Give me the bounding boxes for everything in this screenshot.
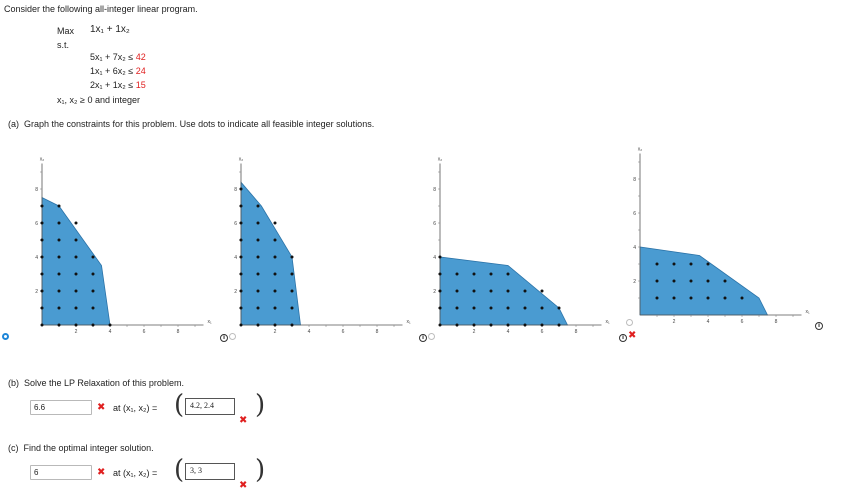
integer-point (240, 273, 243, 276)
integer-point (240, 188, 243, 191)
constraint-3-lhs: 2x₁ + 1x₂ ≤ (90, 80, 134, 90)
y-tick-label: 2 (433, 289, 436, 295)
integer-point (75, 324, 78, 327)
constraint-3 (90, 80, 146, 90)
integer-point (274, 273, 277, 276)
integer-point (439, 307, 442, 310)
close-paren: ) (255, 455, 266, 485)
y-tick-label: 8 (35, 187, 38, 193)
x-axis-label: x₁ (406, 319, 411, 325)
part-c-label: (c) (8, 443, 19, 453)
integer-point (58, 256, 61, 259)
close-paren: ) (255, 390, 266, 420)
intro-text: Consider the following all-integer linear program. (4, 4, 198, 14)
integer-point (41, 324, 44, 327)
integer-point (257, 290, 260, 293)
x-tick-label: 2 (273, 329, 277, 335)
objective: 1x₁ + 1x₂ (90, 24, 130, 35)
integer-point (240, 239, 243, 242)
x-axis-label: x₁ (605, 319, 610, 325)
x-tick-label: 6 (740, 319, 744, 325)
integer-point (240, 307, 243, 310)
integer-point (92, 290, 95, 293)
y-tick-label: 4 (35, 255, 38, 261)
integer-point (473, 273, 476, 276)
constraint-2-lhs: 1x₁ + 6x₂ ≤ (90, 66, 134, 76)
integer-point (75, 290, 78, 293)
x-tick-label: 6 (341, 329, 345, 335)
integer-point (690, 263, 693, 266)
max-label: Max (57, 26, 75, 36)
y-tick-label: 8 (433, 187, 436, 193)
integer-point (92, 307, 95, 310)
x-tick-label: 6 (540, 329, 544, 335)
integer-point (724, 297, 727, 300)
feasible-region (42, 198, 110, 326)
integer-point (524, 307, 527, 310)
part-a-text: Graph the constraints for this problem. Use dots to indicate all feasible integer solutions. (24, 119, 375, 129)
integer-point (92, 273, 95, 276)
integer-point (274, 256, 277, 259)
x-tick-label: 8 (574, 329, 578, 335)
integer-point (473, 290, 476, 293)
info-icon[interactable]: i (419, 334, 427, 342)
y-tick-label: 6 (35, 221, 38, 227)
integer-point (257, 256, 260, 259)
y-tick-label: 8 (234, 187, 237, 193)
integer-point (41, 290, 44, 293)
integer-point (92, 256, 95, 259)
part-a-question (8, 119, 374, 129)
integer-point (58, 307, 61, 310)
optimal-integer-point-input[interactable]: 3, 3 (185, 463, 235, 480)
nonnegativity: x₁, x₂ ≥ 0 and integer (57, 95, 141, 105)
y-tick-label: 6 (633, 211, 636, 217)
integer-point (656, 280, 659, 283)
integer-point (673, 280, 676, 283)
integer-point (656, 263, 659, 266)
open-paren: ( (174, 390, 185, 420)
integer-point (41, 256, 44, 259)
x-tick-label: 4 (706, 319, 710, 325)
part-c-text: Find the optimal integer solution. (23, 443, 154, 453)
integer-point (75, 222, 78, 225)
info-icon[interactable]: i (815, 322, 823, 330)
integer-point (456, 324, 459, 327)
integer-point (58, 239, 61, 242)
integer-point (257, 324, 260, 327)
integer-point (439, 273, 442, 276)
integer-point (707, 263, 710, 266)
constraint-2 (90, 66, 146, 76)
integer-point (75, 307, 78, 310)
integer-point (524, 324, 527, 327)
feasible-region (440, 257, 568, 325)
integer-point (75, 256, 78, 259)
constraint-3-rhs: 15 (135, 80, 146, 90)
integer-point (240, 256, 243, 259)
part-b-question (8, 378, 184, 388)
y-tick-label: 2 (234, 289, 237, 295)
feasible-region (640, 247, 768, 315)
integer-point (507, 273, 510, 276)
integer-point (690, 297, 693, 300)
integer-point (673, 263, 676, 266)
integer-point (240, 290, 243, 293)
integer-point (257, 307, 260, 310)
integer-point (490, 307, 493, 310)
incorrect-icon: ✖ (97, 402, 106, 413)
st-label: s.t. (57, 40, 70, 50)
graph-option-2-radio[interactable] (229, 333, 236, 340)
integer-point (524, 290, 527, 293)
integer-point (257, 205, 260, 208)
integer-point (741, 297, 744, 300)
integer-point (75, 239, 78, 242)
integer-point (41, 205, 44, 208)
y-tick-label: 2 (35, 289, 38, 295)
graph-option-3[interactable] (426, 150, 616, 340)
x-tick-label: 4 (307, 329, 311, 335)
incorrect-icon: ✖ (628, 330, 637, 341)
y-axis-label: x₂ (637, 146, 643, 153)
y-axis-label: x₂ (437, 156, 443, 163)
integer-point (690, 280, 693, 283)
integer-point (707, 297, 710, 300)
integer-point (456, 273, 459, 276)
integer-point (507, 290, 510, 293)
integer-point (291, 324, 294, 327)
y-axis-label: x₂ (238, 156, 244, 163)
part-b-label: (b) (8, 378, 19, 388)
feasible-region (241, 182, 301, 325)
x-axis-label: x₁ (207, 319, 212, 325)
y-tick-label: 2 (633, 279, 636, 285)
integer-point (75, 273, 78, 276)
x-tick-label: 2 (472, 329, 476, 335)
integer-point (673, 297, 676, 300)
integer-point (291, 273, 294, 276)
part-b-text: Solve the LP Relaxation of this problem. (24, 378, 184, 388)
integer-point (257, 273, 260, 276)
x-tick-label: 2 (74, 329, 78, 335)
integer-point (541, 307, 544, 310)
integer-point (291, 307, 294, 310)
open-paren: ( (174, 455, 185, 485)
integer-point (456, 307, 459, 310)
info-icon[interactable]: i (619, 334, 627, 342)
incorrect-icon: ✖ (239, 480, 248, 491)
integer-point (439, 256, 442, 259)
integer-point (58, 324, 61, 327)
integer-point (541, 324, 544, 327)
integer-point (274, 324, 277, 327)
integer-point (490, 290, 493, 293)
graph-option-3-radio[interactable] (428, 333, 435, 340)
y-tick-label: 6 (433, 221, 436, 227)
graph-option-1-radio[interactable] (2, 333, 9, 340)
integer-point (41, 307, 44, 310)
integer-point (58, 290, 61, 293)
integer-point (507, 307, 510, 310)
integer-point (541, 290, 544, 293)
optimal-integer-value-input[interactable]: 6 (30, 465, 92, 480)
integer-point (274, 239, 277, 242)
integer-point (439, 324, 442, 327)
integer-point (456, 290, 459, 293)
x-axis-label: x₁ (805, 309, 810, 315)
integer-point (507, 324, 510, 327)
integer-point (707, 280, 710, 283)
y-tick-label: 6 (234, 221, 237, 227)
constraint-2-rhs: 24 (135, 66, 146, 76)
lp-relaxation-value-input[interactable]: 6.6 (30, 400, 92, 415)
integer-point (473, 307, 476, 310)
integer-point (656, 297, 659, 300)
graph-option-2[interactable] (227, 150, 417, 340)
y-tick-label: 4 (234, 255, 237, 261)
x-tick-label: 8 (774, 319, 778, 325)
integer-point (58, 222, 61, 225)
integer-point (490, 273, 493, 276)
part-c-question (8, 443, 154, 453)
incorrect-icon: ✖ (97, 467, 106, 478)
graph-option-4[interactable] (626, 140, 821, 330)
integer-point (41, 222, 44, 225)
x-tick-label: 8 (176, 329, 180, 335)
integer-point (558, 307, 561, 310)
integer-point (274, 222, 277, 225)
integer-point (58, 205, 61, 208)
part-c-at-text: at (x₁, x₂) = (113, 468, 158, 478)
integer-point (439, 290, 442, 293)
constraint-1-lhs: 5x₁ + 7x₂ ≤ (90, 52, 134, 62)
integer-point (240, 324, 243, 327)
integer-point (257, 239, 260, 242)
x-tick-label: 2 (672, 319, 676, 325)
part-b-at-text: at (x₁, x₂) = (113, 403, 158, 413)
integer-point (240, 222, 243, 225)
integer-point (291, 256, 294, 259)
y-tick-label: 4 (433, 255, 436, 261)
integer-point (274, 290, 277, 293)
incorrect-icon: ✖ (239, 415, 248, 426)
integer-point (490, 324, 493, 327)
integer-point (724, 280, 727, 283)
constraint-1 (90, 52, 146, 62)
integer-point (291, 290, 294, 293)
integer-point (41, 239, 44, 242)
y-tick-label: 8 (633, 177, 636, 183)
graph-option-4-radio[interactable] (626, 319, 633, 326)
part-a-label: (a) (8, 119, 19, 129)
integer-point (473, 324, 476, 327)
integer-point (58, 273, 61, 276)
integer-point (41, 273, 44, 276)
integer-point (109, 324, 112, 327)
constraint-1-rhs: 42 (135, 52, 146, 62)
y-tick-label: 4 (633, 245, 636, 251)
info-icon[interactable]: i (220, 334, 228, 342)
x-tick-label: 8 (375, 329, 379, 335)
x-tick-label: 4 (506, 329, 510, 335)
x-tick-label: 6 (142, 329, 146, 335)
integer-point (558, 324, 561, 327)
integer-point (240, 205, 243, 208)
y-axis-label: x₂ (39, 156, 45, 163)
lp-relaxation-point-input[interactable]: 4.2, 2.4 (185, 398, 235, 415)
x-tick-label: 4 (108, 329, 112, 335)
graph-option-1[interactable] (28, 150, 218, 340)
integer-point (92, 324, 95, 327)
integer-point (257, 222, 260, 225)
integer-point (274, 307, 277, 310)
